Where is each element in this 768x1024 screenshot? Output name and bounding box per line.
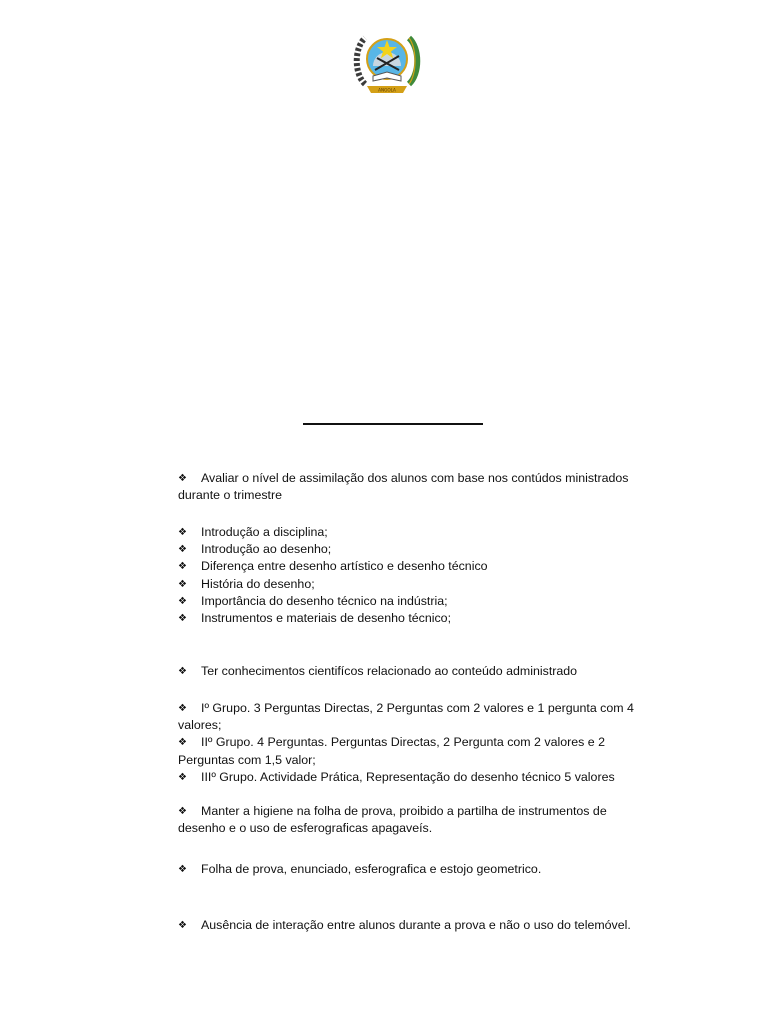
list-item: ❖ Iº Grupo. 3 Perguntas Directas, 2 Perguntas com 2 valores e 1 pergunta com 4 valores; [178,701,634,733]
diamond-bullet-icon: ❖ [178,737,187,749]
list-item: ❖ Ter conhecimentos cientifícos relacionado ao conteúdo administrado [178,663,658,680]
conduct-section [178,917,658,934]
list-item: ❖ Manter a higiene na folha de prova, proibido a partilha de instrumentos de desenho e o uso de esferograficas apagaveís. [178,804,607,836]
diamond-bullet-icon: ❖ [178,771,187,783]
list-item: ❖ Ausência de interação entre alunos durante a prova e não o uso do telemóvel. [178,917,658,934]
objective-section [178,470,658,504]
diamond-bullet-icon: ❖ [178,595,187,607]
list-item: ❖ Introdução a disciplina; [178,524,658,541]
diamond-bullet-icon: ❖ [178,806,187,817]
list-item: ❖ História do desenho; [178,576,658,593]
list-item: ❖ Importância do desenho técnico na indústria; [178,593,658,610]
competence-section [178,663,658,680]
title-underline [303,423,483,425]
list-item: ❖ Avaliar o nível de assimilação dos alunos com base nos contúdos ministrados durante o trimestre [178,471,629,503]
diamond-bullet-icon: ❖ [178,578,187,590]
diamond-bullet-icon: ❖ [178,473,187,484]
diamond-bullet-icon: ❖ [178,527,187,538]
contents-section [178,524,658,627]
diamond-bullet-icon: ❖ [178,703,187,714]
diamond-bullet-icon: ❖ [178,864,187,875]
diamond-bullet-icon: ❖ [178,666,187,677]
diamond-bullet-icon: ❖ [178,920,187,931]
structure-section [178,700,658,786]
list-item: ❖ Instrumentos e materiais de desenho técnico; [178,610,658,627]
diamond-bullet-icon: ❖ [178,561,187,573]
diamond-bullet-icon: ❖ [178,544,187,556]
list-item: ❖ Folha de prova, enunciado, esferografica e estojo geometrico. [178,861,658,878]
diamond-bullet-icon: ❖ [178,613,187,625]
angola-coat-of-arms-emblem [351,26,423,96]
rules-section [178,803,658,837]
list-item: ❖ Diferença entre desenho artístico e desenho técnico [178,558,658,575]
list-item: ❖ Introdução ao desenho; [178,541,658,558]
list-item: ❖ IIIº Grupo. Actividade Prática, Representação do desenho técnico 5 valores [178,769,658,786]
emblem-ribbon-text: ANGOLA [378,87,396,93]
list-item: ❖ IIº Grupo. 4 Perguntas. Perguntas Directas, 2 Pergunta com 2 valores e 2 Perguntas com 1,5 valor; [178,735,605,767]
materials-section [178,861,658,878]
